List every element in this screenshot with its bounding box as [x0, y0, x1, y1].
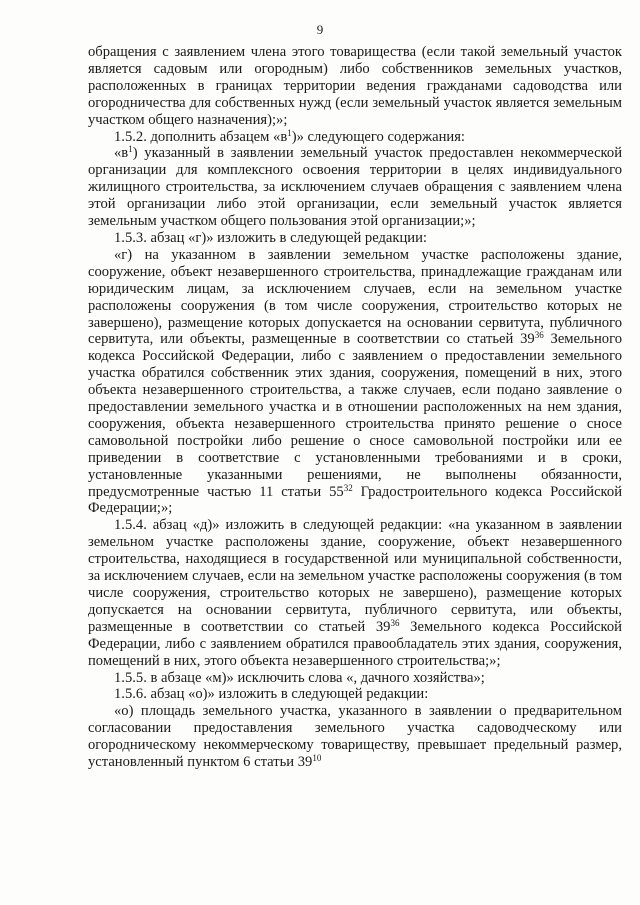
- document-body: [88, 44, 622, 771]
- paragraph: 1.5.5. в абзаце «м)» исключить слова «, дачного хозяйства»;: [114, 669, 485, 686]
- paragraph: 1.5.3. абзац «г)» изложить в следующей редакции:: [114, 229, 427, 246]
- paragraph: 1.5.2. дополнить абзацем «$в^1$)» следующего содержания:: [114, 127, 465, 145]
- paragraph: обращения с заявлением члена этого товарищества (если такой земельный участок является садовым или огородным) либо собственников земельных участков, расположенных в границах территории ведения гражданами садоводства или огородничества для собственных нужд (если земельный участок является земельным участком общего назначения);»;: [88, 44, 622, 128]
- paragraph: «о) площадь земельного участка, указанного в заявлении о предварительном согласовании предоставления земельного участка садоводческому или огородническому некоммерческому товариществу, превышает предельный размер, установленный пунктом 6 статьи $39^{10}$: [88, 703, 622, 771]
- paragraph: 1.5.4. абзац «д)» изложить в следующей редакции: «на указанном в заявлении земельном участке расположены здание, сооружение, объект незавершенного строительства, находящиеся в государственной или муниципальной собственности, за исключением случаев, если на земельном участке расположены сооружения (в том числе сооружения, строительство которых не завершено), размещение которых допускается на основании сервитута, публичного сервитута, или объекты, размещенные в соответствии со статьей $39^{36}$ Земельного кодекса Российской Федерации, либо с заявлением обратился правообладатель этих здания, сооружения, помещений в них, этого объекта незавершенного строительства;»;: [88, 517, 622, 669]
- paragraph: «$в^1$) указанный в заявлении земельный участок предоставлен некоммерческой организации для комплексного освоения территории в целях индивидуального жилищного строительства, за исключением случаев обращения с заявлением члена этой организации либо этой организации, если земельный участок является земельным участком общего пользования этой организации;»;: [88, 144, 622, 230]
- page-number: 9: [316, 22, 324, 37]
- paragraph: 1.5.6. абзац «о)» изложить в следующей редакции:: [114, 686, 429, 703]
- paragraph: «г) на указанном в заявлении земельном участке расположены здание, сооружение, объект незавершенного строительства, принадлежащие гражданам или юридическим лицам, за исключением случаев, если на земельном участке расположены сооружения (в том числе сооружения, строительство которых не завершено), размещение которых допускается на основании сервитута, публичного сервитута, или объекты, размещенные в соответствии со статьей $39^{36}$ Земельного кодекса Российской Федерации, либо с заявлением о предоставлении земельного участка обратился собственник этих здания, сооружения, помещений в них, этого объекта незавершенного строительства, а также случаев, если подано заявление о предоставлении земельного участка и в отношении расположенных на нем здания, сооружения, объекта незавершенного строительства принято решение о сносе самовольной постройки либо решение о сносе самовольной постройки или ее приведении в соответствие с установленными требованиями и в сроки, установленные указанными решениями, не выполнены обязанности, предусмотренные частью 11 статьи $55^{32}$ Градостроительного кодекса Российской Федерации;»;: [88, 246, 623, 517]
